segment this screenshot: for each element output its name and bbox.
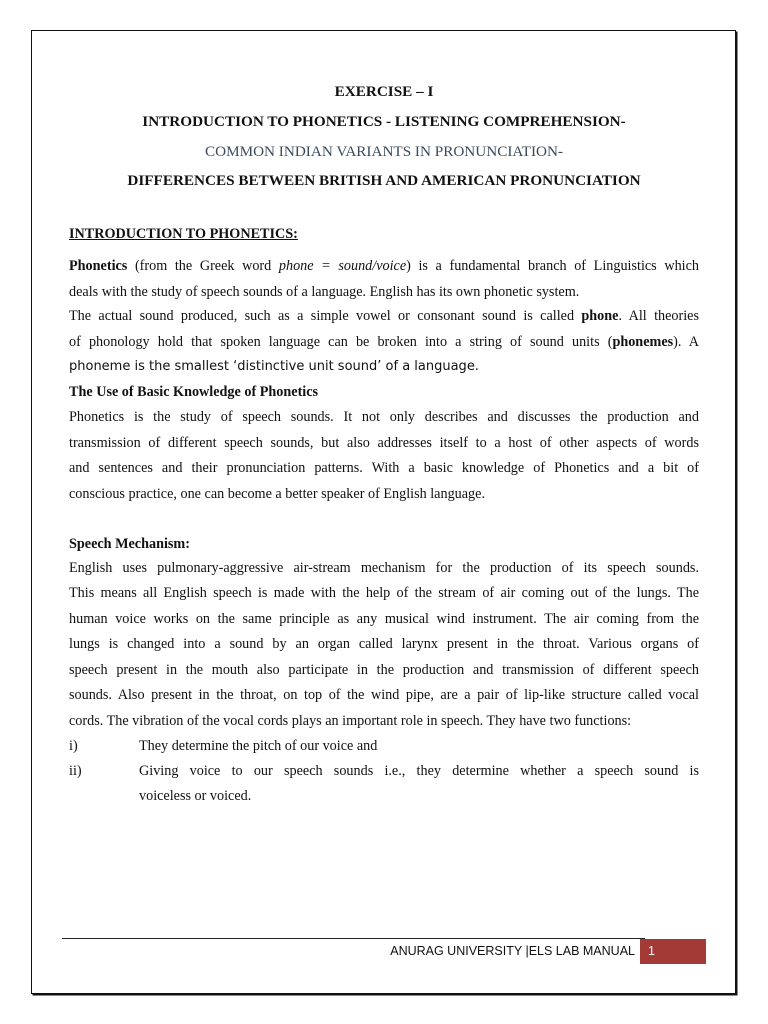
paragraph-line: This means all English speech is made with the help of the stream of air coming out of the lungs. The [69,585,699,601]
section-title-use: The Use of Basic Knowledge of Phonetics [69,384,319,400]
footer-title: ANURAG UNIVERSITY |ELS LAB MANUAL [390,944,635,958]
paragraph-line: human voice works on the same principle as any musical wind instrument. The air coming from the [69,611,699,627]
list-number: ii) [69,763,82,779]
section-title-intro: INTRODUCTION TO PHONETICS: [69,226,298,242]
page-number: 1 [640,939,706,964]
paragraph-line: cords. The vibration of the vocal cords plays an important role in speech. They have two functions: [69,713,632,729]
list-text: Giving voice to our speech sounds i.e., they determine whether a speech sound is [139,763,699,779]
paragraph-line: lungs is changed into a sound by an organ called larynx present in the throat. Various organs of [69,636,699,652]
paragraph-line: of phonology hold that spoken language can be broken into a string of sound units (phonemes). A [69,334,699,350]
section-title-speech: Speech Mechanism: [69,536,190,552]
footer-rule [62,938,645,939]
list-text: voiceless or voiced. [139,788,252,804]
paragraph-line: sounds. Also present in the throat, on top of the wind pipe, are a pair of lip-like structure called vocal [69,687,699,703]
heading-phonetics: INTRODUCTION TO PHONETICS - LISTENING COMPREHENSION- [142,113,626,130]
heading-indian-variants: COMMON INDIAN VARIANTS IN PRONUNCIATION- [204,143,564,160]
paragraph-line: Phonetics is the study of speech sounds. It not only describes and discusses the production and [69,409,699,425]
paragraph-line: The actual sound produced, such as a simple vowel or consonant sound is called phone. All theories [69,308,699,324]
paragraph-line: deals with the study of speech sounds of a language. English has its own phonetic system. [69,284,580,300]
list-text: They determine the pitch of our voice and [139,738,378,754]
paragraph-line: conscious practice, one can become a better speaker of English language. [69,486,485,502]
paragraph-line: Phonetics (from the Greek word phone = sound/voice) is a fundamental branch of Linguistics which [69,258,699,274]
paragraph-line: speech present in the mouth also participate in the production and transmission of different speech [69,662,699,678]
paragraph-line: phoneme is the smallest ‘distinctive unit sound’ of a language. [69,359,479,374]
paragraph-line: and sentences and their pronunciation patterns. With a basic knowledge of Phonetics and a bit of [69,460,699,476]
paragraph-line: transmission of different speech sounds, but also addresses itself to a host of other aspects of words [69,435,699,451]
heading-british-american: DIFFERENCES BETWEEN BRITISH AND AMERICAN PRONUNCIATION [127,172,641,189]
paragraph-line: English uses pulmonary-aggressive air-stream mechanism for the production of its speech sounds. [69,560,699,576]
exercise-title: EXERCISE – I [334,83,434,100]
list-number: i) [69,738,78,754]
